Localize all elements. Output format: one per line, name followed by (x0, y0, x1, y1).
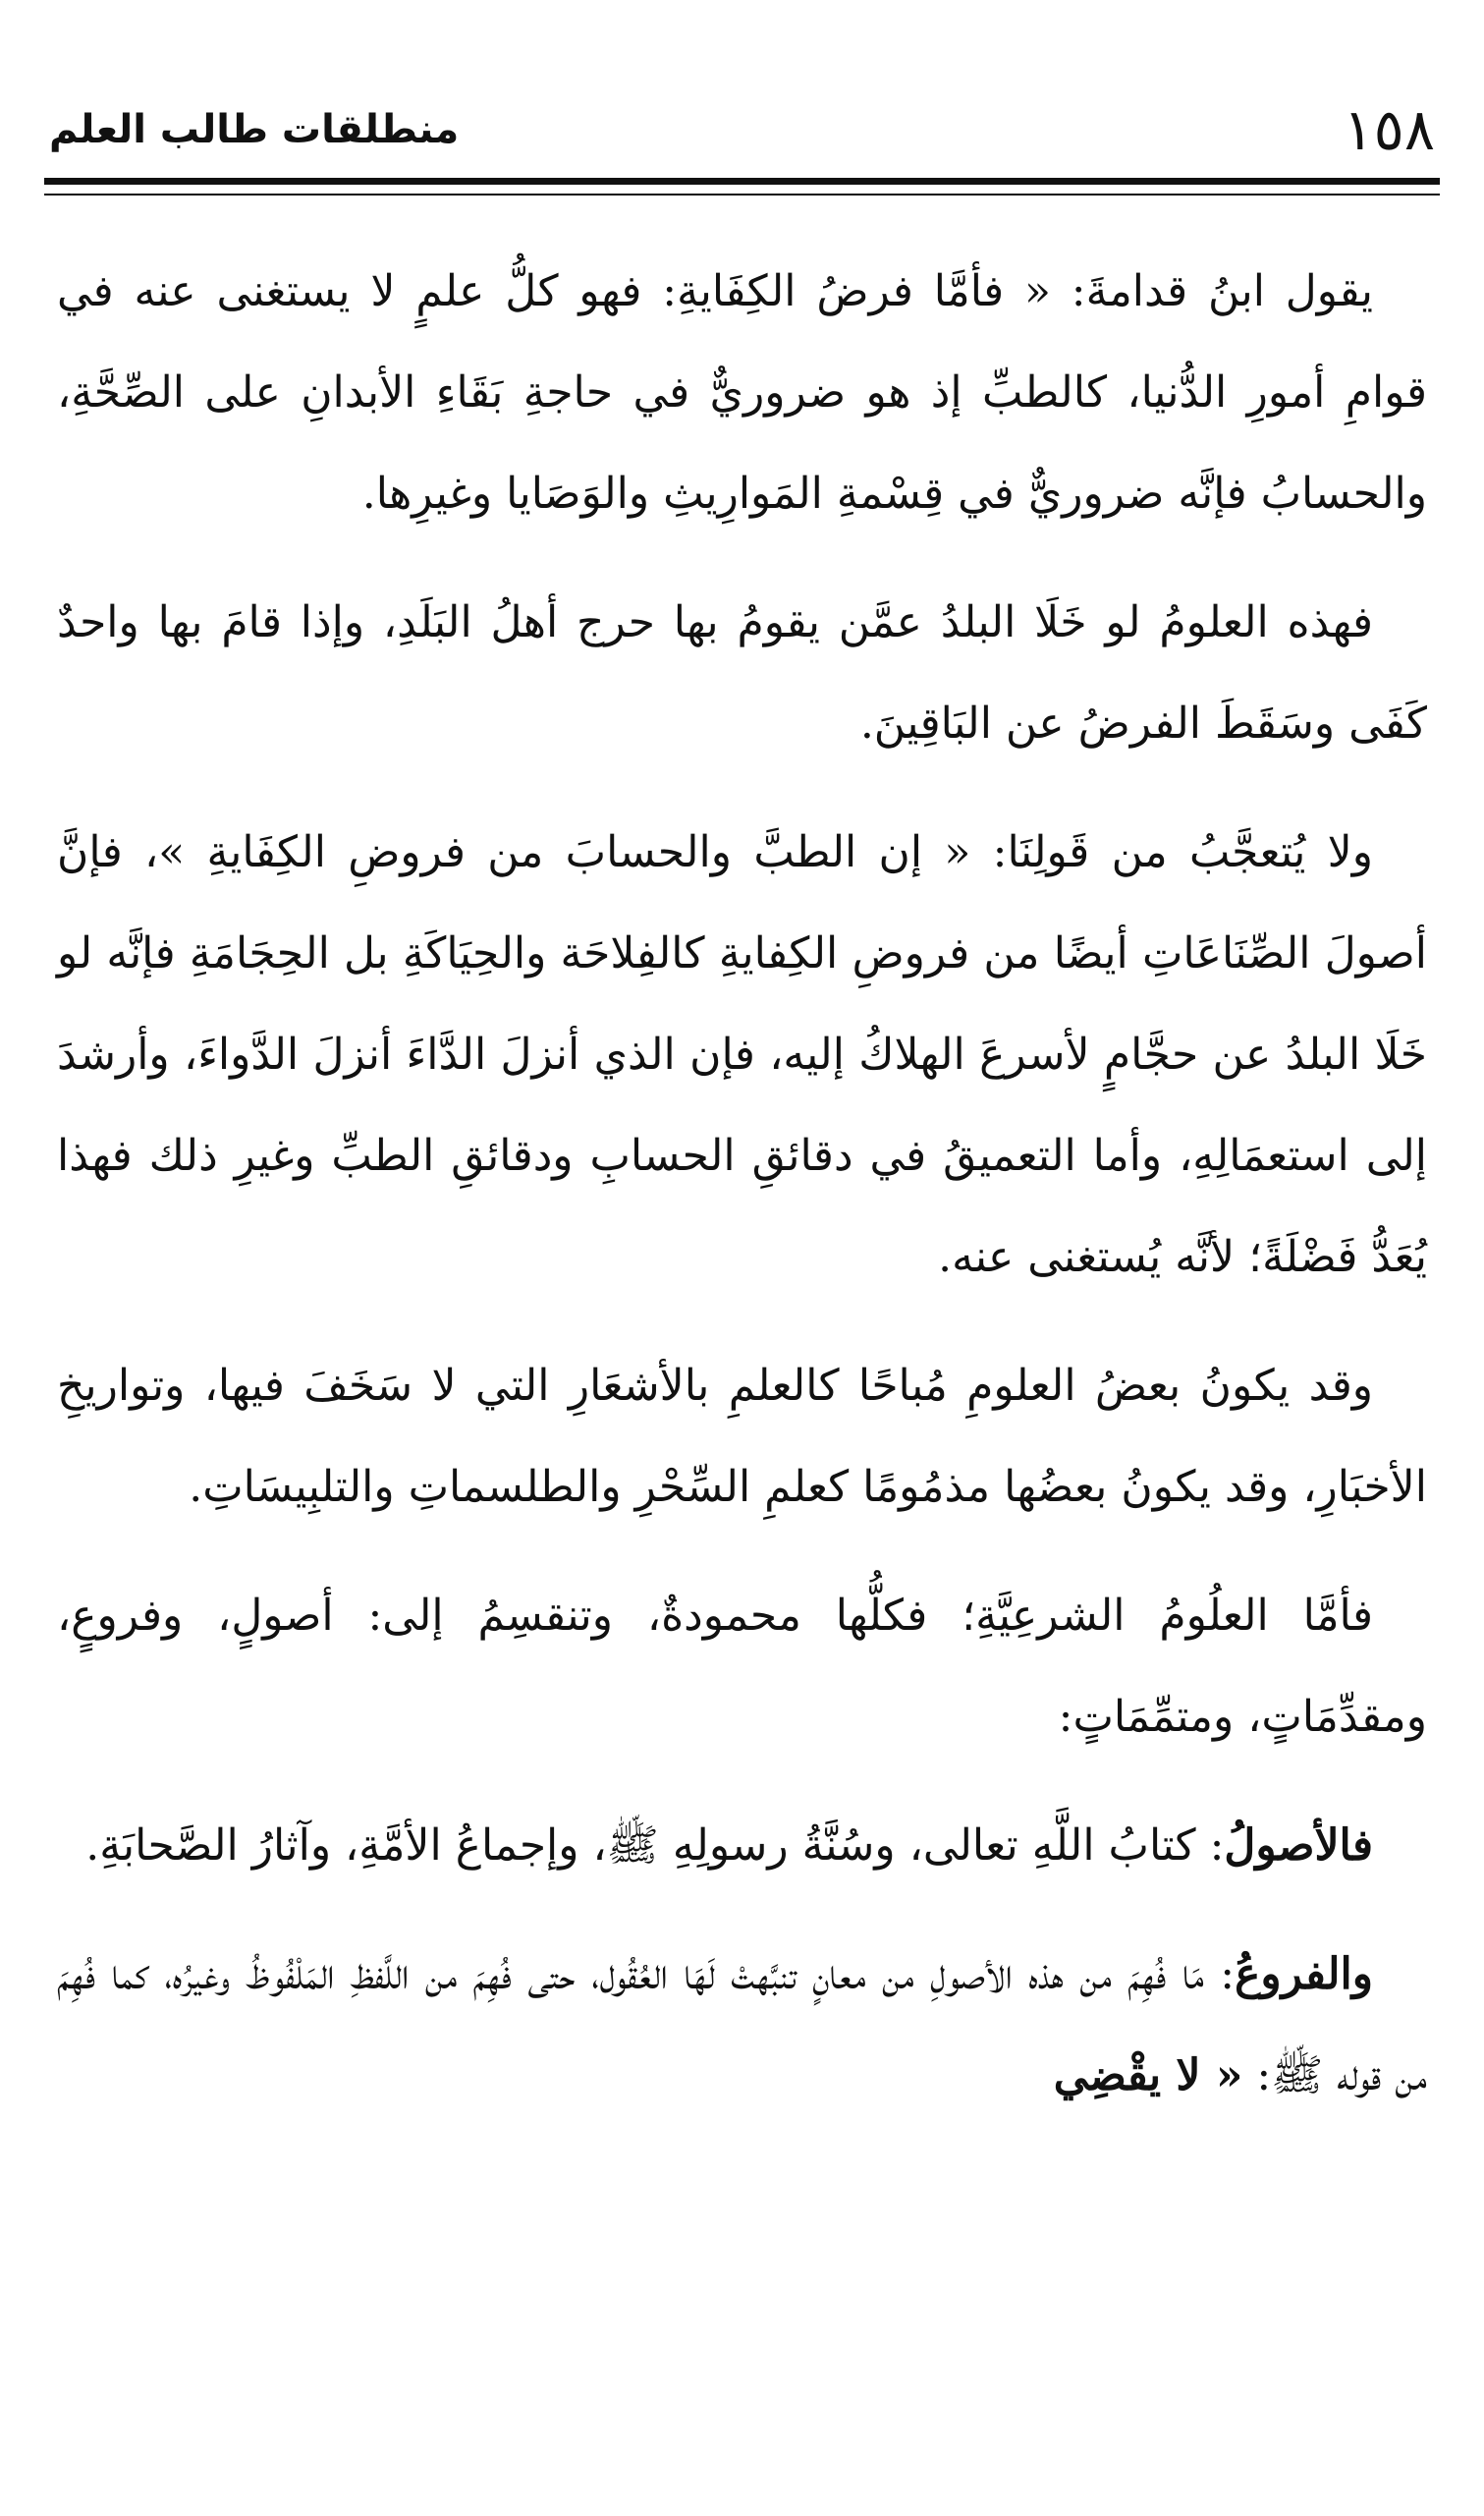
paragraph-text: فهذه العلومُ لو خَلَا البلدُ عمَّن يقومُ بها حرج أهلُ البَلَدِ، وإذا قامَ بها واحدٌ كَفَى وسَقَطَ الفرضُ عن البَاقِينَ. (57, 597, 1427, 749)
paragraph-text: يقول ابنُ قدامةَ: « فأمَّا فرضُ الكِفَايةِ: فهو كلُّ علمٍ لا يستغنى عنه في قوامِ أمورِ الدُّنيا، كالطبِّ إذ هو ضروريٌّ في حاجةِ بَقَاءِ الأبدانِ على الصِّحَّةِ، والحسابُ فإنَّه ضروريٌّ في قِسْمةِ المَوارِيثِ والوَصَايا وغيرِها. (57, 266, 1427, 519)
paragraph-ibn-qudama-quote (57, 241, 1427, 544)
paragraph-text: : مَا فُهِمَ من هذه الأصولِ من معانٍ تنبَّهتْ لَهَا العُقُول، حتى فُهِمَ من اللَّفظِ المَلْفُوظُ وغيرُه، كما فُهِمَ من قوله ﷺ: (57, 1949, 1427, 2100)
paragraph-text: ولا يُتعجَّبُ من قَولِنَا: « إن الطبَّ والحسابَ من فروضِ الكِفَايةِ »، فإنَّ أصولَ الصِّنَاعَاتِ أيضًا من فروضِ الكِفايةِ كالفِلاحَة والحِيَاكَةِ بل الحِجَامَةِ فإنَّه لو خَلَا البلدُ عن حجَّامٍ لأسرعَ الهلاكُ إليه، فإن الذي أنزلَ الدَّاءَ أنزلَ الدَّواءَ، وأرشدَ إلى استعمَالِهِ، وأما التعميقُ في دقائقِ الحسابِ ودقائقِ الطبِّ وغيرِ ذلك فهذا يُعَدُّ فَضْلَةً؛ لأنَّه يُستغنى عنه. (57, 827, 1427, 1282)
paragraph-furu (57, 1924, 1427, 2126)
paragraph-crafts (57, 802, 1427, 1308)
paragraph-text: وقد يكونُ بعضُ العلومِ مُباحًا كالعلمِ بالأشعَارِ التي لا سَخَفَ فيها، وتواريخِ الأخبَارِ، وقد يكونُ بعضُها مذمُومًا كعلمِ السِّحْرِ والطلسماتِ والتلبِيسَاتِ. (57, 1361, 1427, 1512)
hadith-quote-start: « لا يقْضِي (1053, 2050, 1243, 2100)
page-number: ١٥٨ (1343, 96, 1435, 163)
header-rule-thin (44, 194, 1440, 196)
page-header (49, 90, 1435, 169)
paragraph-sharia-sciences (57, 1565, 1427, 1767)
paragraph-text: : كتابُ اللَّهِ تعالى، وسُنَّةُ رسولِهِ ﷺ، وإجماعُ الأمَّةِ، وآثارُ الصَّحابَةِ. (85, 1820, 1225, 1871)
paragraph-kifaya-obligation (57, 572, 1427, 774)
paragraph-text: فأمَّا العلُومُ الشرعِيَّةِ؛ فكلُّها محمودةٌ، وتنقسِمُ إلى: أصولٍ، وفروعٍ، ومقدِّمَاتٍ، ومتمِّمَاتٍ: (57, 1591, 1427, 1742)
header-rule-thick (44, 178, 1440, 185)
term-usul: فالأصولُ (1224, 1820, 1373, 1871)
body-text (57, 241, 1427, 2153)
running-title: منطلقات طالب العلم (49, 107, 460, 152)
paragraph-usul (57, 1795, 1427, 1896)
term-furu: والفروعُ (1235, 1949, 1373, 1999)
paragraph-permissible-sciences (57, 1335, 1427, 1538)
